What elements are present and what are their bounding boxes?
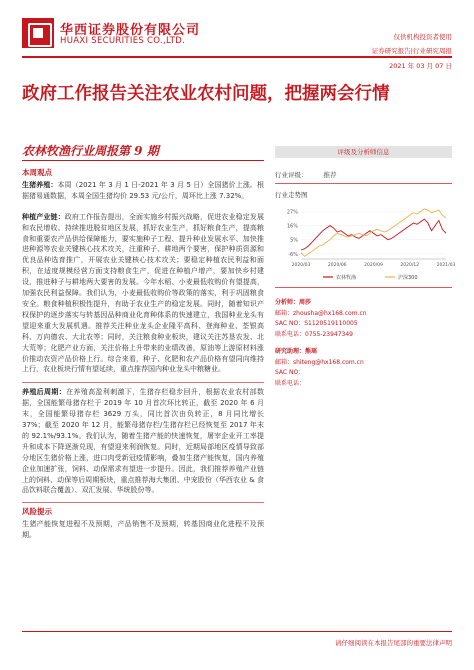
pig-farming-text: 本周（2021 年 3 月 1 日-2021 年 3 月 5 日）全国猪价上涨。根据猪易通数据，本周全国生猪均价 29.53 元/公斤，周环比上涨 7.32%。 — [22, 180, 264, 200]
planting-chain-text: 政府工作报告提出，全面实施乡村振兴战略，促进农业稳定发展和农民增收。持续推进脱贫地区发展，抓好农业生产，抓好粮食生产，提高粮食和重要农产品供给保障能力，要实施种子工程、提升种业发展水平、加快推进种源等农业关键核心技术攻关，注重种子、耕地两个要害，保护种质资源和优良品种选育推广，开展农业关键核心技术攻关；要稳定种植农民利益和面积，在适度规模经营方面支持粮食生产，促进在种植户增产，要加快乡村建设，推进种子与耕地两大要害的发展。今年水稻、小麦最低收购价有望提高，加强农民利益保障。我们认为，小麦最低收购价等政策的落实，利于巩固粮食安全。粮食种植积极性提升，有助于农业生产的稳定发展。同时，随着知识产权保护的逐步落实与转基因品种商业化育种体系的快速建立，我国种业龙头有望迎来重大发展机遇。推荐关注种业龙头企业隆平高科、登海种业、荃银高科、万向德农、大北农等；同时，关注粮食种业板块，建议关注苏垦农发、北大荒等；化肥产业方面，关注价格上升带来的业绩改善，原油等上游原材料涨价推动农资产品价格上行。综合来看，种子、化肥和农产品价格有望同向维持上行，农业板块行情有望延续，重点推荐国内种业龙头中粮糖业。 — [22, 212, 265, 374]
company-name-cn: 华西证券股份有限公司 — [60, 23, 201, 38]
planting-chain-paragraph — [22, 212, 264, 376]
industry-rating — [275, 170, 452, 179]
x-tick-label: 2020/12 — [400, 263, 420, 268]
x-tick-label: 2020/06 — [327, 263, 347, 268]
series-line-1 — [301, 209, 446, 257]
audience-note: 仅供机构投资者使用 — [393, 33, 452, 41]
x-tick-label: 2021/03 — [436, 263, 456, 268]
report-title: 政府工作报告关注农业农村问题，把握两会行情 — [22, 84, 390, 104]
y-tick-label: 5% — [290, 237, 298, 244]
analyst2-phone: 联系电话： — [275, 379, 306, 387]
analyst1-name: 分析师：周莎 — [275, 299, 312, 306]
legend-label: 农林牧渔 — [336, 275, 357, 281]
x-tick-label: 2020/09 — [364, 263, 383, 268]
pig-farming-label: 生猪养殖： — [22, 180, 58, 189]
section-divider — [22, 382, 264, 383]
risk-heading: 风险提示 — [22, 507, 52, 517]
rating-label: 行业评级： — [275, 171, 308, 179]
risk-text: 生猪产能恢复进程不及预期，产品销售不及预期，转基因商业化进程不及预期。 — [22, 520, 264, 540]
industry-trend-chart — [275, 201, 456, 283]
planting-chain-label: 种植产业链： — [22, 212, 65, 221]
livestock-text: 在养殖高盈利刺激下，生猪存栏稳步回升，根据农业农村部数据，全国能繁母猪存栏于 2019 年 10 月首次环比转正，截至 2020 年 6 月末，全国能繁母猪存栏 3629 万头，同比首次由负转正，8 月同比增长 37%；截至 2020 年 12 月，能繁母猪存栏/生猪存栏已经恢复至 2017 年末的 92.1%/93.1%。我们认为，随着生猪产能的快速恢复，屠宰企业开工率提升和成本下降逐渐兑现，有望迎来利润恢复。同时，近期局部地区疫情导致部分地区生猪价格上涨，进口肉受新冠疫情影响，叠加生猪产能恢复，国内养殖企业加速扩张，饲料、动保需求有望进一步提升。因此，我们推荐养殖产业链上的饲料、动保等后周期板块，重点推荐海大集团、中宠股份（华西农业 & 食品饮料联合覆盖）、双汇发展、华统股份等。 — [22, 388, 264, 495]
livestock-paragraph — [22, 387, 264, 496]
analyst1-sac: SAC NO：S1120519110005 — [275, 320, 358, 327]
company-logo — [22, 18, 54, 48]
y-tick-label: -6% — [288, 251, 298, 258]
report-subtitle: 农林牧渔行业周报第 9 期 — [22, 144, 159, 158]
analyst-info — [275, 298, 452, 389]
risk-divider — [22, 502, 264, 503]
y-tick-label: 16% — [286, 223, 298, 230]
rating-value: 推荐 — [323, 171, 337, 179]
header-divider — [22, 56, 452, 58]
report-type: 证券研究报告|行业研究周报 — [371, 47, 452, 55]
weekly-view-heading: 本周观点 — [22, 168, 52, 177]
trend-chart-svg — [275, 201, 456, 283]
rating-bar: 评级及分析师信息 — [275, 146, 452, 158]
x-tick-label: 2020/03 — [291, 263, 311, 268]
livestock-label: 养殖后周期： — [22, 388, 67, 397]
chart-divider — [275, 287, 452, 288]
analyst2-sac: SAC NO： — [275, 369, 305, 376]
rating-divider — [275, 183, 452, 184]
analyst1-email: 邮箱：zhousha@hx168.com.cn — [275, 309, 367, 317]
report-date: 2021 年 03 月 07 日 — [389, 62, 452, 70]
company-name-en: HUAXI SECURITIES CO.,LTD. — [60, 36, 186, 46]
legal-notice: 请仔细阅读在本报告尾部的重要法律声明 — [335, 639, 452, 647]
main-content — [22, 166, 264, 541]
chart-title: 行业走势图 — [275, 191, 308, 199]
analyst2-email: 邮箱：shiteng@hx168.com.cn — [275, 358, 364, 366]
analyst2-name: 研究助理：熊瑶 — [275, 348, 318, 355]
legend-label: 沪深300 — [398, 275, 418, 281]
footer-divider — [22, 631, 452, 632]
y-tick-label: 27% — [286, 209, 298, 216]
pig-farming-paragraph — [22, 180, 264, 202]
side-panel — [275, 146, 456, 389]
analyst1-phone: 联系电话：0755-23947349 — [275, 330, 353, 338]
subtitle-divider — [22, 160, 264, 161]
